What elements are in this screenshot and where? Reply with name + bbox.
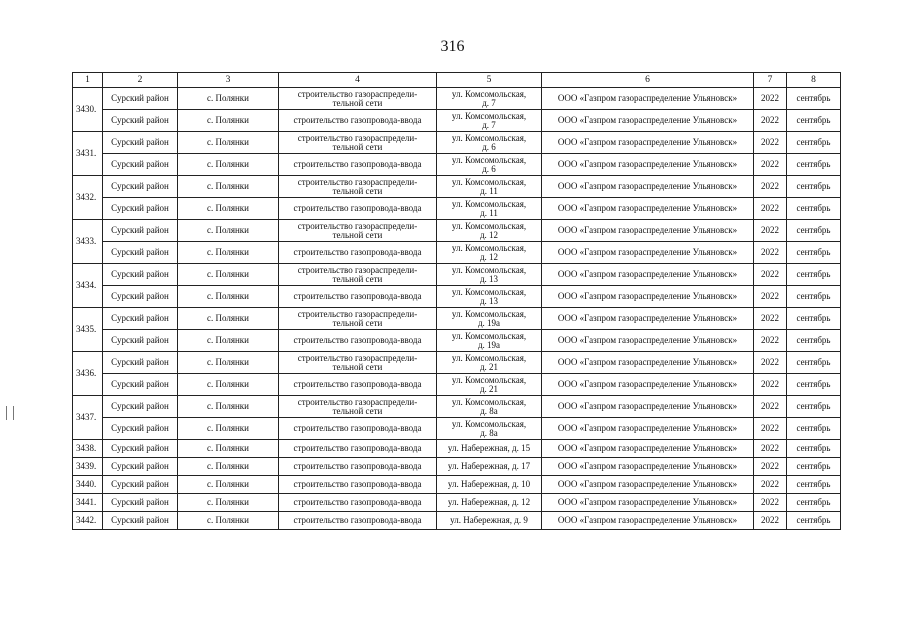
address-cell: ул. Комсомольская, д. 6	[437, 154, 542, 176]
district-cell: Сурский район	[103, 264, 178, 286]
month-cell: сентябрь	[787, 512, 841, 530]
settlement-cell: с. Полянки	[178, 476, 279, 494]
month-cell: сентябрь	[787, 458, 841, 476]
column-number-row	[73, 73, 841, 88]
address-cell: ул. Комсомольская, д. 8а	[437, 418, 542, 440]
district-cell: Сурский район	[103, 330, 178, 352]
settlement-cell: с. Полянки	[178, 176, 279, 198]
year-cell: 2022	[754, 494, 787, 512]
address-cell: ул. Комсомольская, д. 6	[437, 132, 542, 154]
district-cell: Сурский район	[103, 458, 178, 476]
row-number-cell: 3442.	[73, 512, 103, 530]
column-number: 3	[178, 73, 279, 88]
table-row	[73, 458, 841, 476]
settlement-cell: с. Полянки	[178, 396, 279, 418]
settlement-cell: с. Полянки	[178, 418, 279, 440]
settlement-cell: с. Полянки	[178, 330, 279, 352]
settlement-cell: с. Полянки	[178, 88, 279, 110]
work-type-cell: строительство газораспредели- тельной сети	[279, 132, 437, 154]
column-number: 5	[437, 73, 542, 88]
address-cell: ул. Комсомольская, д. 7	[437, 110, 542, 132]
work-type-cell: строительство газораспредели- тельной сети	[279, 176, 437, 198]
address-cell: ул. Комсомольская, д. 19а	[437, 330, 542, 352]
month-cell: сентябрь	[787, 418, 841, 440]
table-row	[73, 286, 841, 308]
table-row	[73, 374, 841, 396]
work-type-cell: строительство газопровода-ввода	[279, 374, 437, 396]
table-row	[73, 330, 841, 352]
district-cell: Сурский район	[103, 396, 178, 418]
row-number-cell: 3440.	[73, 476, 103, 494]
row-number-cell: 3432.	[73, 176, 103, 220]
district-cell: Сурский район	[103, 374, 178, 396]
month-cell: сентябрь	[787, 286, 841, 308]
district-cell: Сурский район	[103, 352, 178, 374]
table-row	[73, 352, 841, 374]
settlement-cell: с. Полянки	[178, 494, 279, 512]
row-number-cell: 3433.	[73, 220, 103, 264]
organization-cell: ООО «Газпром газораспределение Ульяновск»	[542, 88, 754, 110]
page-number: 316	[440, 38, 465, 55]
address-cell: ул. Комсомольская, д. 8а	[437, 396, 542, 418]
month-cell: сентябрь	[787, 494, 841, 512]
district-cell: Сурский район	[103, 132, 178, 154]
settlement-cell: с. Полянки	[178, 264, 279, 286]
organization-cell: ООО «Газпром газораспределение Ульяновск»	[542, 418, 754, 440]
address-cell: ул. Набережная, д. 12	[437, 494, 542, 512]
registry-table	[72, 72, 841, 530]
year-cell: 2022	[754, 132, 787, 154]
address-cell: ул. Набережная, д. 15	[437, 440, 542, 458]
district-cell: Сурский район	[103, 476, 178, 494]
organization-cell: ООО «Газпром газораспределение Ульяновск»	[542, 396, 754, 418]
column-number: 2	[103, 73, 178, 88]
district-cell: Сурский район	[103, 110, 178, 132]
table-row	[73, 494, 841, 512]
month-cell: сентябрь	[787, 220, 841, 242]
organization-cell: ООО «Газпром газораспределение Ульяновск»	[542, 264, 754, 286]
organization-cell: ООО «Газпром газораспределение Ульяновск»	[542, 352, 754, 374]
year-cell: 2022	[754, 220, 787, 242]
district-cell: Сурский район	[103, 242, 178, 264]
year-cell: 2022	[754, 440, 787, 458]
organization-cell: ООО «Газпром газораспределение Ульяновск»	[542, 330, 754, 352]
work-type-cell: строительство газораспредели- тельной сети	[279, 396, 437, 418]
district-cell: Сурский район	[103, 220, 178, 242]
address-cell: ул. Набережная, д. 17	[437, 458, 542, 476]
month-cell: сентябрь	[787, 440, 841, 458]
address-cell: ул. Набережная, д. 9	[437, 512, 542, 530]
month-cell: сентябрь	[787, 264, 841, 286]
table-row	[73, 198, 841, 220]
year-cell: 2022	[754, 512, 787, 530]
row-number-cell: 3434.	[73, 264, 103, 308]
organization-cell: ООО «Газпром газораспределение Ульяновск»	[542, 198, 754, 220]
table-row	[73, 418, 841, 440]
month-cell: сентябрь	[787, 308, 841, 330]
table-row	[73, 220, 841, 242]
address-cell: ул. Комсомольская, д. 13	[437, 286, 542, 308]
work-type-cell: строительство газопровода-ввода	[279, 286, 437, 308]
organization-cell: ООО «Газпром газораспределение Ульяновск»	[542, 110, 754, 132]
work-type-cell: строительство газопровода-ввода	[279, 154, 437, 176]
organization-cell: ООО «Газпром газораспределение Ульяновск»	[542, 286, 754, 308]
organization-cell: ООО «Газпром газораспределение Ульяновск»	[542, 494, 754, 512]
settlement-cell: с. Полянки	[178, 132, 279, 154]
table-row	[73, 264, 841, 286]
table-row	[73, 88, 841, 110]
organization-cell: ООО «Газпром газораспределение Ульяновск»	[542, 476, 754, 494]
organization-cell: ООО «Газпром газораспределение Ульяновск»	[542, 458, 754, 476]
district-cell: Сурский район	[103, 440, 178, 458]
organization-cell: ООО «Газпром газораспределение Ульяновск»	[542, 154, 754, 176]
work-type-cell: строительство газопровода-ввода	[279, 476, 437, 494]
year-cell: 2022	[754, 286, 787, 308]
organization-cell: ООО «Газпром газораспределение Ульяновск»	[542, 308, 754, 330]
district-cell: Сурский район	[103, 176, 178, 198]
organization-cell: ООО «Газпром газораспределение Ульяновск»	[542, 220, 754, 242]
organization-cell: ООО «Газпром газораспределение Ульяновск»	[542, 176, 754, 198]
address-cell: ул. Набережная, д. 10	[437, 476, 542, 494]
settlement-cell: с. Полянки	[178, 308, 279, 330]
district-cell: Сурский район	[103, 418, 178, 440]
row-number-cell: 3438.	[73, 440, 103, 458]
column-number: 1	[73, 73, 103, 88]
settlement-cell: с. Полянки	[178, 198, 279, 220]
work-type-cell: строительство газораспредели- тельной сети	[279, 352, 437, 374]
district-cell: Сурский район	[103, 286, 178, 308]
work-type-cell: строительство газораспредели- тельной сети	[279, 264, 437, 286]
row-number-cell: 3437.	[73, 396, 103, 440]
settlement-cell: с. Полянки	[178, 440, 279, 458]
organization-cell: ООО «Газпром газораспределение Ульяновск»	[542, 132, 754, 154]
district-cell: Сурский район	[103, 512, 178, 530]
work-type-cell: строительство газопровода-ввода	[279, 198, 437, 220]
month-cell: сентябрь	[787, 330, 841, 352]
year-cell: 2022	[754, 396, 787, 418]
address-cell: ул. Комсомольская, д. 13	[437, 264, 542, 286]
address-cell: ул. Комсомольская, д. 21	[437, 374, 542, 396]
work-type-cell: строительство газораспредели- тельной сети	[279, 220, 437, 242]
district-cell: Сурский район	[103, 88, 178, 110]
table-row	[73, 154, 841, 176]
work-type-cell: строительство газопровода-ввода	[279, 418, 437, 440]
column-number: 7	[754, 73, 787, 88]
address-cell: ул. Комсомольская, д. 19а	[437, 308, 542, 330]
year-cell: 2022	[754, 476, 787, 494]
month-cell: сентябрь	[787, 176, 841, 198]
address-cell: ул. Комсомольская, д. 7	[437, 88, 542, 110]
year-cell: 2022	[754, 154, 787, 176]
organization-cell: ООО «Газпром газораспределение Ульяновск»	[542, 242, 754, 264]
address-cell: ул. Комсомольская, д. 11	[437, 198, 542, 220]
work-type-cell: строительство газопровода-ввода	[279, 242, 437, 264]
month-cell: сентябрь	[787, 154, 841, 176]
table-row	[73, 396, 841, 418]
settlement-cell: с. Полянки	[178, 458, 279, 476]
settlement-cell: с. Полянки	[178, 242, 279, 264]
year-cell: 2022	[754, 88, 787, 110]
district-cell: Сурский район	[103, 198, 178, 220]
district-cell: Сурский район	[103, 154, 178, 176]
year-cell: 2022	[754, 418, 787, 440]
month-cell: сентябрь	[787, 374, 841, 396]
work-type-cell: строительство газопровода-ввода	[279, 512, 437, 530]
settlement-cell: с. Полянки	[178, 220, 279, 242]
year-cell: 2022	[754, 330, 787, 352]
month-cell: сентябрь	[787, 198, 841, 220]
table-body	[73, 88, 841, 530]
year-cell: 2022	[754, 458, 787, 476]
month-cell: сентябрь	[787, 396, 841, 418]
table-row	[73, 476, 841, 494]
settlement-cell: с. Полянки	[178, 374, 279, 396]
address-cell: ул. Комсомольская, д. 12	[437, 220, 542, 242]
work-type-cell: строительство газораспредели- тельной сети	[279, 88, 437, 110]
work-type-cell: строительство газопровода-ввода	[279, 440, 437, 458]
row-number-cell: 3435.	[73, 308, 103, 352]
column-number: 6	[542, 73, 754, 88]
work-type-cell: строительство газораспредели- тельной сети	[279, 308, 437, 330]
month-cell: сентябрь	[787, 352, 841, 374]
year-cell: 2022	[754, 110, 787, 132]
year-cell: 2022	[754, 242, 787, 264]
table-row	[73, 110, 841, 132]
year-cell: 2022	[754, 198, 787, 220]
address-cell: ул. Комсомольская, д. 12	[437, 242, 542, 264]
district-cell: Сурский район	[103, 494, 178, 512]
row-number-cell: 3430.	[73, 88, 103, 132]
settlement-cell: с. Полянки	[178, 154, 279, 176]
column-number: 8	[787, 73, 841, 88]
settlement-cell: с. Полянки	[178, 512, 279, 530]
month-cell: сентябрь	[787, 476, 841, 494]
address-cell: ул. Комсомольская, д. 21	[437, 352, 542, 374]
table-row	[73, 512, 841, 530]
row-number-cell: 3436.	[73, 352, 103, 396]
work-type-cell: строительство газопровода-ввода	[279, 330, 437, 352]
year-cell: 2022	[754, 352, 787, 374]
month-cell: сентябрь	[787, 242, 841, 264]
year-cell: 2022	[754, 308, 787, 330]
year-cell: 2022	[754, 176, 787, 198]
organization-cell: ООО «Газпром газораспределение Ульяновск»	[542, 374, 754, 396]
year-cell: 2022	[754, 264, 787, 286]
row-number-cell: 3441.	[73, 494, 103, 512]
settlement-cell: с. Полянки	[178, 352, 279, 374]
scan-artifact	[6, 406, 14, 420]
month-cell: сентябрь	[787, 110, 841, 132]
table-row	[73, 132, 841, 154]
row-number-cell: 3431.	[73, 132, 103, 176]
settlement-cell: с. Полянки	[178, 286, 279, 308]
district-cell: Сурский район	[103, 308, 178, 330]
year-cell: 2022	[754, 374, 787, 396]
table-row	[73, 242, 841, 264]
work-type-cell: строительство газопровода-ввода	[279, 458, 437, 476]
table-row	[73, 440, 841, 458]
column-number: 4	[279, 73, 437, 88]
month-cell: сентябрь	[787, 88, 841, 110]
address-cell: ул. Комсомольская, д. 11	[437, 176, 542, 198]
work-type-cell: строительство газопровода-ввода	[279, 110, 437, 132]
work-type-cell: строительство газопровода-ввода	[279, 494, 437, 512]
table-row	[73, 308, 841, 330]
table-row	[73, 176, 841, 198]
settlement-cell: с. Полянки	[178, 110, 279, 132]
organization-cell: ООО «Газпром газораспределение Ульяновск»	[542, 440, 754, 458]
organization-cell: ООО «Газпром газораспределение Ульяновск»	[542, 512, 754, 530]
month-cell: сентябрь	[787, 132, 841, 154]
row-number-cell: 3439.	[73, 458, 103, 476]
